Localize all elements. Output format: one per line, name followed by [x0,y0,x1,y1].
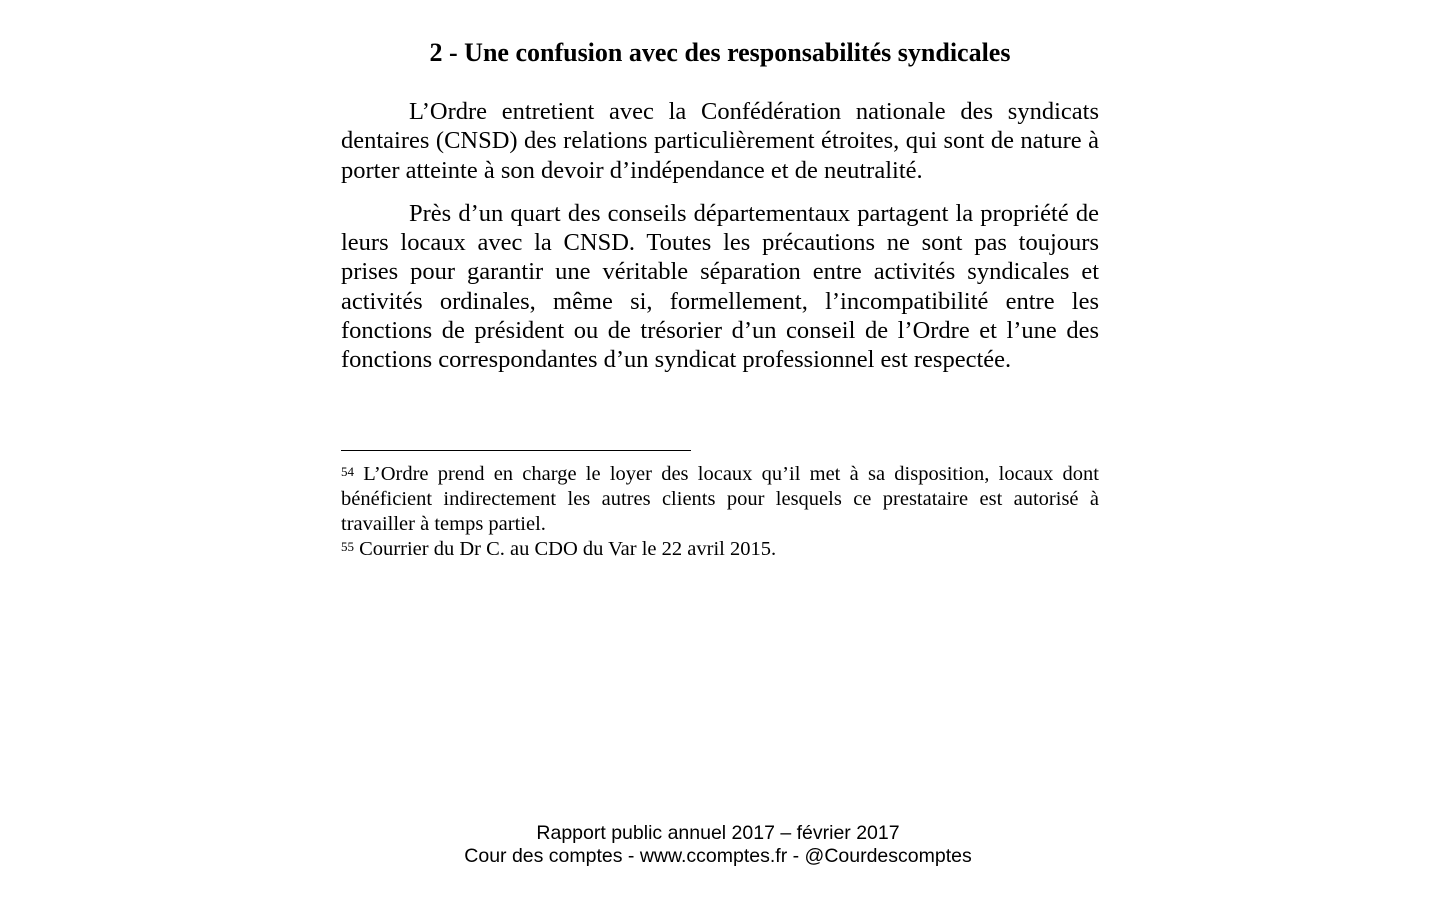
footnote-number: 55 [341,539,354,554]
footnote-54 [341,462,1099,537]
section-heading: 2 - Une confusion avec des responsabilités syndicales [429,38,1011,67]
page-footer [0,822,1436,868]
paragraph-2: Près d’un quart des conseils départementaux partagent la propriété de leurs locaux avec la CNSD. Toutes les précautions ne sont pas toujours prises pour garantir une véritable séparation entre activités syndicales et activités ordinales, même si, formellement, l’incompatibilité entre les fonctions de président ou de trésorier d’un conseil de l’Ordre et l’une des fonctions correspondantes d’un syndicat professionnel est respectée. [341,199,1099,374]
footnote-separator [341,450,691,451]
footer-report-line: Rapport public annuel 2017 – février 2017 [536,822,900,844]
footnote-55 [341,537,1099,562]
footer-publisher-line: Cour des comptes - www.ccomptes.fr - @Courdescomptes [464,845,972,867]
footnotes [341,462,1099,562]
body-text [341,97,1099,389]
paragraph-1: L’Ordre entretient avec la Confédération nationale des syndicats dentaires (CNSD) des relations particulièrement étroites, qui sont de nature à porter atteinte à son devoir d’indépendance et de neutralité. [341,98,1099,184]
footnote-number: 54 [341,464,354,479]
footnote-text: L’Ordre prend en charge le loyer des locaux qu’il met à sa disposition, locaux dont bénéficient indirectement les autres clients pour lesquels ce prestataire est autorisé à travailler à temps partiel. [341,463,1099,535]
footnote-text: Courrier du Dr C. au CDO du Var le 22 avril 2015. [359,538,777,560]
